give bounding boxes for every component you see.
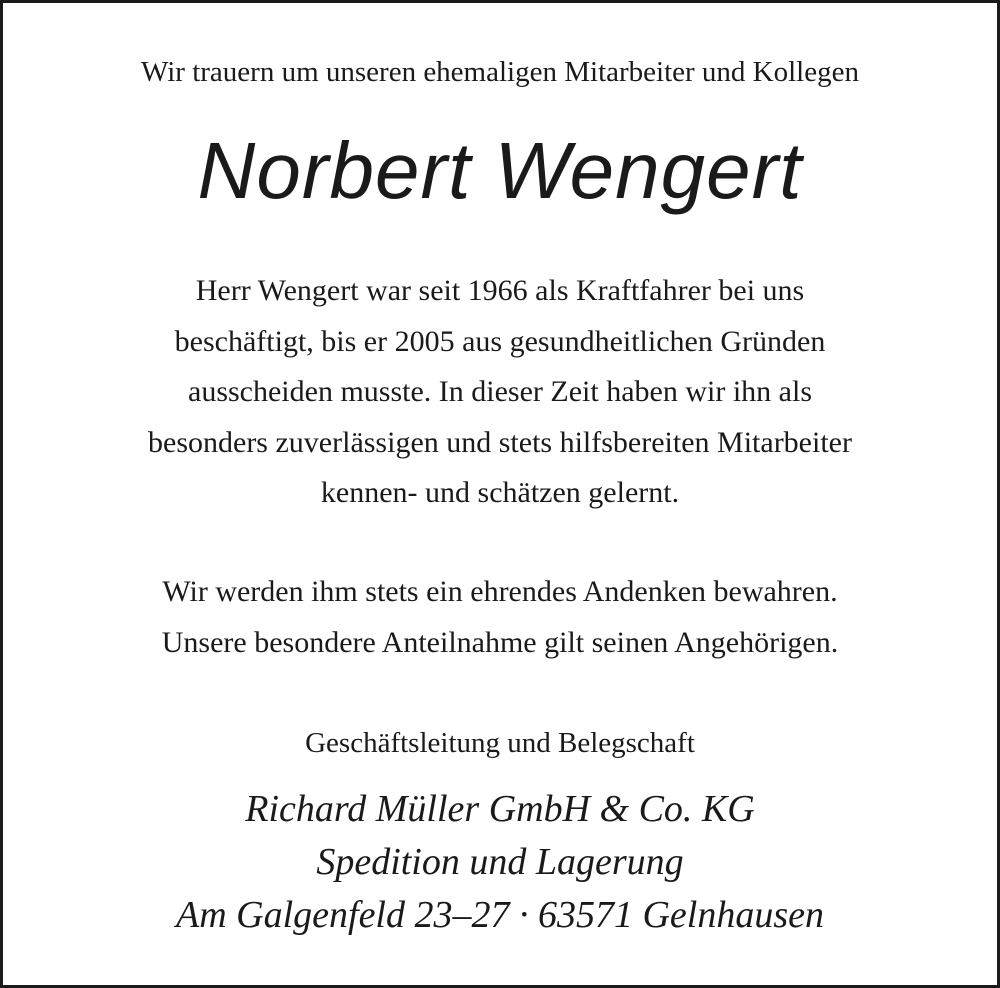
company-block	[3, 783, 997, 942]
condolence-line: Wir werden ihm stets ein ehrendes Andenken bewahren.	[162, 575, 838, 608]
condolence-paragraph	[3, 567, 997, 668]
deceased-name: Norbert Wengert	[197, 126, 803, 215]
signatory-line: Geschäftsleitung und Belegschaft	[305, 727, 695, 759]
tribute-line: besonders zuverlässigen und stets hilfsbereiten Mitarbeiter	[148, 425, 852, 459]
tribute-line: beschäftigt, bis er 2005 aus gesundheitlichen Gründen	[174, 324, 826, 358]
tribute-line: kennen- und schätzen gelernt.	[320, 476, 680, 509]
company-name: Richard Müller GmbH & Co. KG	[245, 788, 755, 830]
intro-line: Wir trauern um unseren ehemaligen Mitarbeiter und Kollegen	[141, 56, 859, 88]
tribute-line: ausscheiden musste. In dieser Zeit haben wir ihn als	[188, 375, 812, 408]
condolence-line: Unsere besondere Anteilnahme gilt seinen Angehörigen.	[161, 625, 839, 659]
tribute-line: Herr Wengert war seit 1966 als Kraftfahrer bei uns	[195, 274, 805, 307]
company-business: Spedition und Lagerung	[316, 841, 684, 883]
company-address: Am Galgenfeld 23–27 · 63571 Gelnhausen	[175, 894, 825, 936]
tribute-paragraph	[3, 266, 997, 519]
